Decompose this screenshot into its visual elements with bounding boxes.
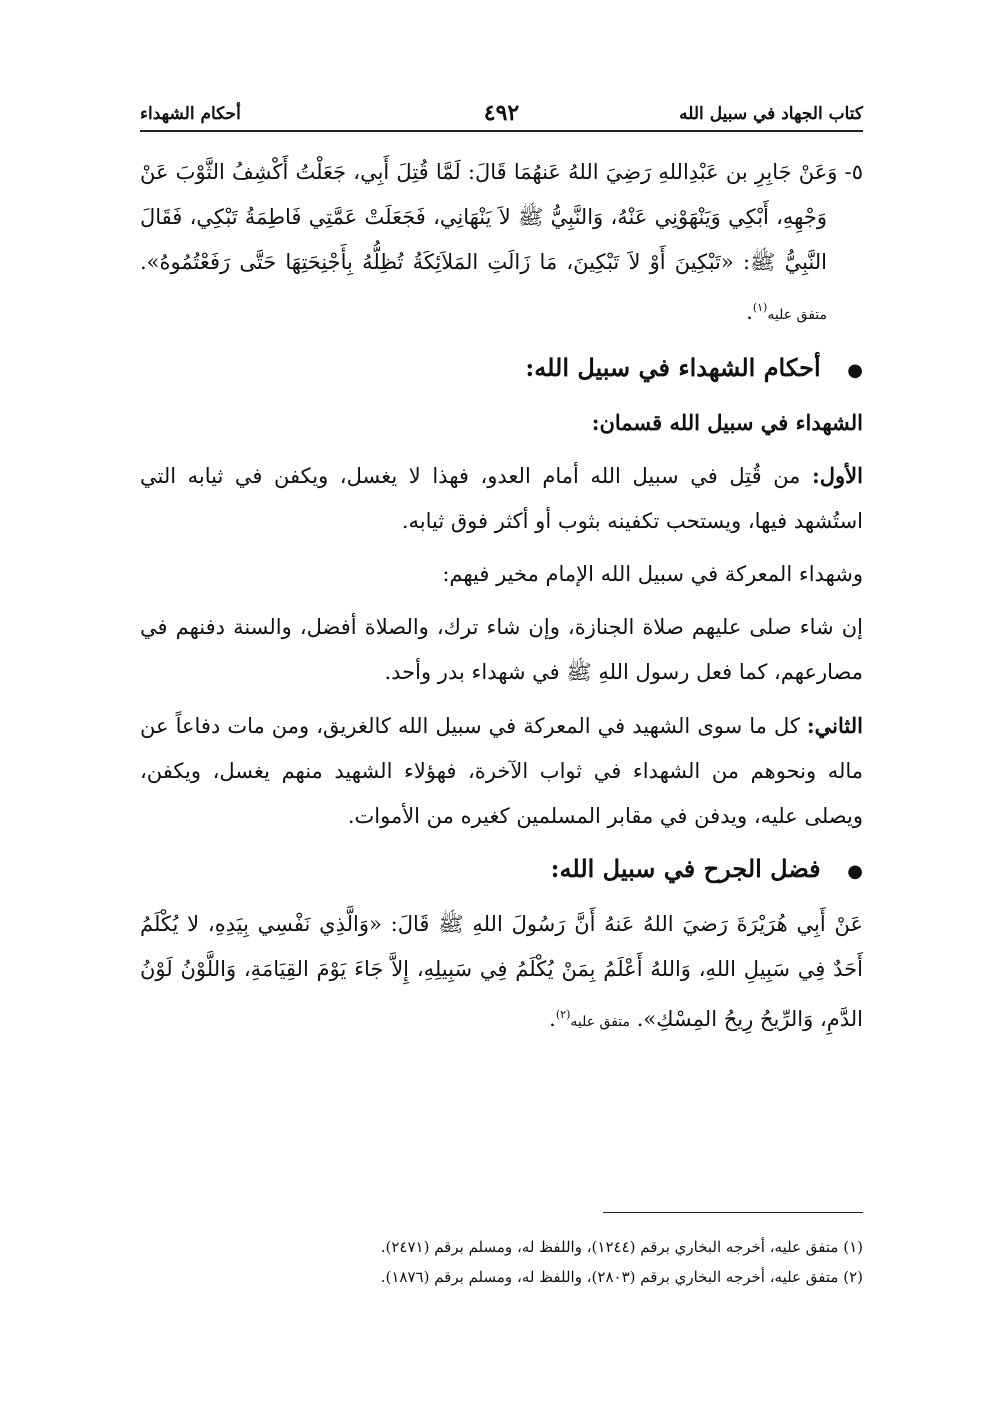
first-text: من قُتِل في سبيل الله أمام العدو، فهذا لا يغسل، ويكفن في ثيابه التي استُشهد فيها، ويستحب تكفينه بثوب أو أكثر فوق ثيابه. <box>140 464 863 533</box>
section-heading-text: أحكام الشهداء في سبيل الله: <box>525 353 821 382</box>
page-body <box>140 150 863 1053</box>
footnote: (١) متفق عليه، أخرجه البخاري برقم (١٢٤٤)، واللفظ له، ومسلم برقم (٢٤٧١). <box>380 1238 863 1256</box>
section-heading <box>140 346 863 393</box>
footnote: (٢) متفق عليه، أخرجه البخاري برقم (٢٨٠٣)، واللفظ له، ومسلم برقم (١٨٧٦). <box>380 1268 863 1286</box>
hadith-paragraph: عَنْ أَبِي هُرَيْرَةَ رَضيَ اللهُ عَنهُ أَنَّ رَسُولَ اللهِ ﷺ قَالَ: «وَالَّذِي نَفْسِي بِيَدِهِ، لا يُكْلَمُ أَحَدٌ فِي سَبِيلِ اللهِ، وَاللهُ أَعْلَمُ بِمَنْ يُكْلَمُ فِي سَبِيلِهِ، إِلاَّ جَاءَ يَوْمَ القِيَامَةِ، وَاللَّوْنُ لَوْنُ الدَّمِ، وَالرِّيحُ رِيحُ المِسْكِ». متفق عليه$^{(٢)}$. <box>140 912 863 1031</box>
hadith-source: متفق عليه <box>570 1014 631 1030</box>
page-number: ٤٩٢ <box>483 100 520 126</box>
second-label: الثاني: <box>806 713 863 738</box>
hadith-source: متفق عليه <box>767 307 827 323</box>
bullet-icon: ● <box>847 360 863 381</box>
hadith-number: ٥- <box>844 160 863 184</box>
bullet-icon: ● <box>847 861 863 882</box>
second-text: كل ما سوى الشهيد في المعركة في سبيل الله كالغريق، ومن مات دفاعاً عن ماله ونحوهم من الشهداء في ثواب الآخرة، فهؤلاء الشهيد منهم يغسل، ويكفن، ويصلى عليه، ويدفن في مقابر المسلمين كغيره من الأموات. <box>140 714 863 828</box>
footnotes <box>140 1232 863 1292</box>
first-category-paragraph <box>140 453 863 544</box>
hadith-paragraph: ٥- وَعَنْ جَابِرِ بن عَبْدِاللهِ رَضِيَ اللهُ عَنهُمَا قَالَ: لَمَّا قُتِلَ أَبِي، جَعَلْتُ أَكْشِفُ الثَّوْبَ عَنْ وَجْهِهِ، أَبْكِي وَيَنْهَوْنِي عَنْهُ، وَالنَّبِيُّ ﷺ لاَ يَنْهَانِي، فَجَعَلَتْ عَمَّتِي فَاطِمَةُ تَبْكِي، فَقَالَ النَّبِيُّ ﷺ: «تَبْكِينَ أَوْ لاَ تَبْكِينَ، مَا زَالَتِ المَلاَئِكَةُ تُظِلُّهُ بِأَجْنِحَتِهَا حَتَّى رَفَعْتُمُوهُ». متفق عليه$^{(١)}$. <box>140 160 863 324</box>
battle-martyrs-paragraph: وشهداء المعركة في سبيل الله الإمام مخير فيهم: <box>442 562 863 586</box>
footnote-rule <box>603 1212 863 1213</box>
second-category-paragraph <box>140 703 863 839</box>
section-heading-text: فضل الجرح في سبيل الله: <box>550 854 821 883</box>
prayer-paragraph: إن شاء صلى عليهم صلاة الجنازة، وإن شاء ترك، والصلاة أفضل، والسنة دفنهم في مصارعهم، كما فعل رسول اللهِ ﷺ في شهداء بدر وأحد. <box>140 615 863 684</box>
subheading: الشهداء في سبيل الله قسمان: <box>591 410 863 435</box>
footnote-ref: (٢) <box>555 1008 571 1021</box>
first-label: الأول: <box>812 463 863 488</box>
hadith-text: وَعَنْ جَابِرِ بن عَبْدِاللهِ رَضِيَ اللهُ عَنهُمَا قَالَ: لَمَّا قُتِلَ أَبِي، جَعَلْتُ أَكْشِفُ الثَّوْبَ عَنْ وَجْهِهِ، أَبْكِي وَيَنْهَوْنِي عَنْهُ، وَالنَّبِيُّ ﷺ لاَ يَنْهَانِي، فَجَعَلَتْ عَمَّتِي فَاطِمَةُ تَبْكِي، فَقَالَ النَّبِيُّ ﷺ: «تَبْكِينَ أَوْ لاَ تَبْكِينَ، مَا زَالَتِ المَلاَئِكَةُ تُظِلُّهُ بِأَجْنِحَتِهَا حَتَّى رَفَعْتُمُوهُ». <box>140 160 838 274</box>
hadith-text: عَنْ أَبِي هُرَيْرَةَ رَضيَ اللهُ عَنهُ أَنَّ رَسُولَ اللهِ ﷺ قَالَ: «وَالَّذِي نَفْسِي بِيَدِهِ، لا يُكْلَمُ أَحَدٌ فِي سَبِيلِ اللهِ، وَاللهُ أَعْلَمُ بِمَنْ يُكْلَمُ فِي سَبِيلِهِ، إِلاَّ جَاءَ يَوْمَ القِيَامَةِ، وَاللَّوْنُ لَوْنُ الدَّمِ، وَالرِّيحُ رِيحُ المِسْكِ». <box>140 912 863 1031</box>
footnote-ref: (١) <box>752 301 768 314</box>
header-book-title: كتاب الجهاد في سبيل الله <box>679 104 863 124</box>
header-chapter-title: أحكام الشهداء <box>140 104 241 124</box>
section-heading <box>140 847 863 894</box>
header-rule <box>140 130 863 132</box>
running-header <box>140 96 863 132</box>
